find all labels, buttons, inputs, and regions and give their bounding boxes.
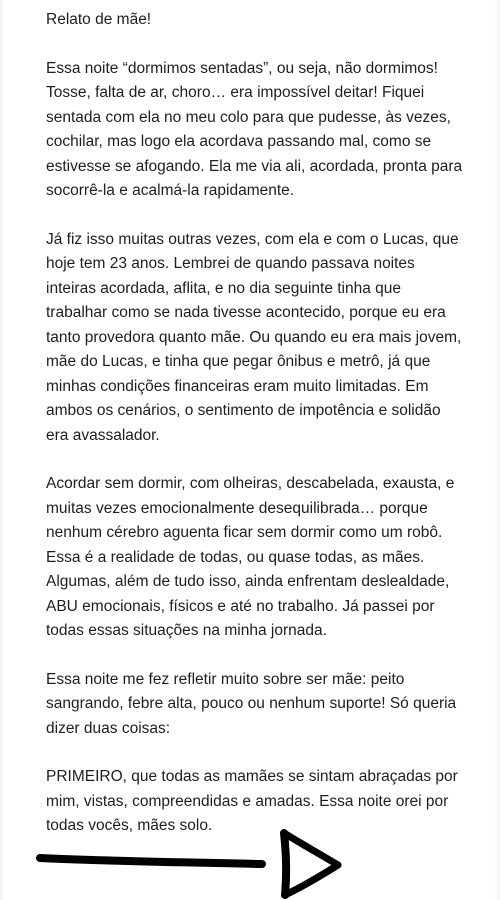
left-edge-shade: [0, 0, 6, 900]
post-paragraph-3: Acordar sem dormir, com olheiras, descabelada, exausta, e muitas vezes emocionalmente desequilibrada… porque nenhum cérebro aguenta ficar sem dormir como um robô. Essa é a realidade de todas, ou quase todas, as mães. Algumas, além de tudo isso, ainda enfrentam deslealdade, ABU emocionais, físicos e até no trabalho. Já passei por todas essas situações na minha jornada.: [46, 475, 455, 639]
post-paragraph-2: Já fiz isso muitas outras vezes, com ela e com o Lucas, que hoje tem 23 anos. Lembrei de quando passava noites inteiras acordada, aflita, e no dia seguinte tinha que trabalhar como se nada tivesse acontecido, porque eu era tanto provedora quanto mãe. Ou quando eu era mais jovem, mãe do Lucas, e tinha que pegar ônibus e metrô, já que minhas condições financeiras eram muito limitadas. Em ambos os cenários, o sentimento de impotência e solidão era avassalador.: [46, 230, 462, 444]
post-paragraph-4: Essa noite me fez refletir muito sobre ser mãe: peito sangrando, febre alta, pouco ou nenhum suporte! Só queria dizer duas coisas:: [46, 670, 457, 737]
post-text-block: [46, 8, 466, 839]
post-title: Relato de mãe!: [46, 11, 152, 28]
right-edge-shade: [494, 0, 500, 900]
post-paragraph-1: Essa noite “dormimos sentadas”, ou seja, não dormimos! Tosse, falta de ar, choro… era impossível deitar! Fiquei sentada com ela no meu colo para que pudesse, às vezes, cochilar, mas logo ela acordava passando mal, como se estivesse se afogando. Ela me via ali, acordada, pronta para socorrê-la e acalmá-la rapidamente.: [46, 59, 463, 199]
hand-drawn-right-arrow-icon: [0, 825, 500, 900]
post-paragraph-5: PRIMEIRO, que todas as mamães se sintam abraçadas por mim, vistas, compreendidas e amadas. Essa noite orei por todas vocês, mães solo.: [46, 768, 458, 834]
